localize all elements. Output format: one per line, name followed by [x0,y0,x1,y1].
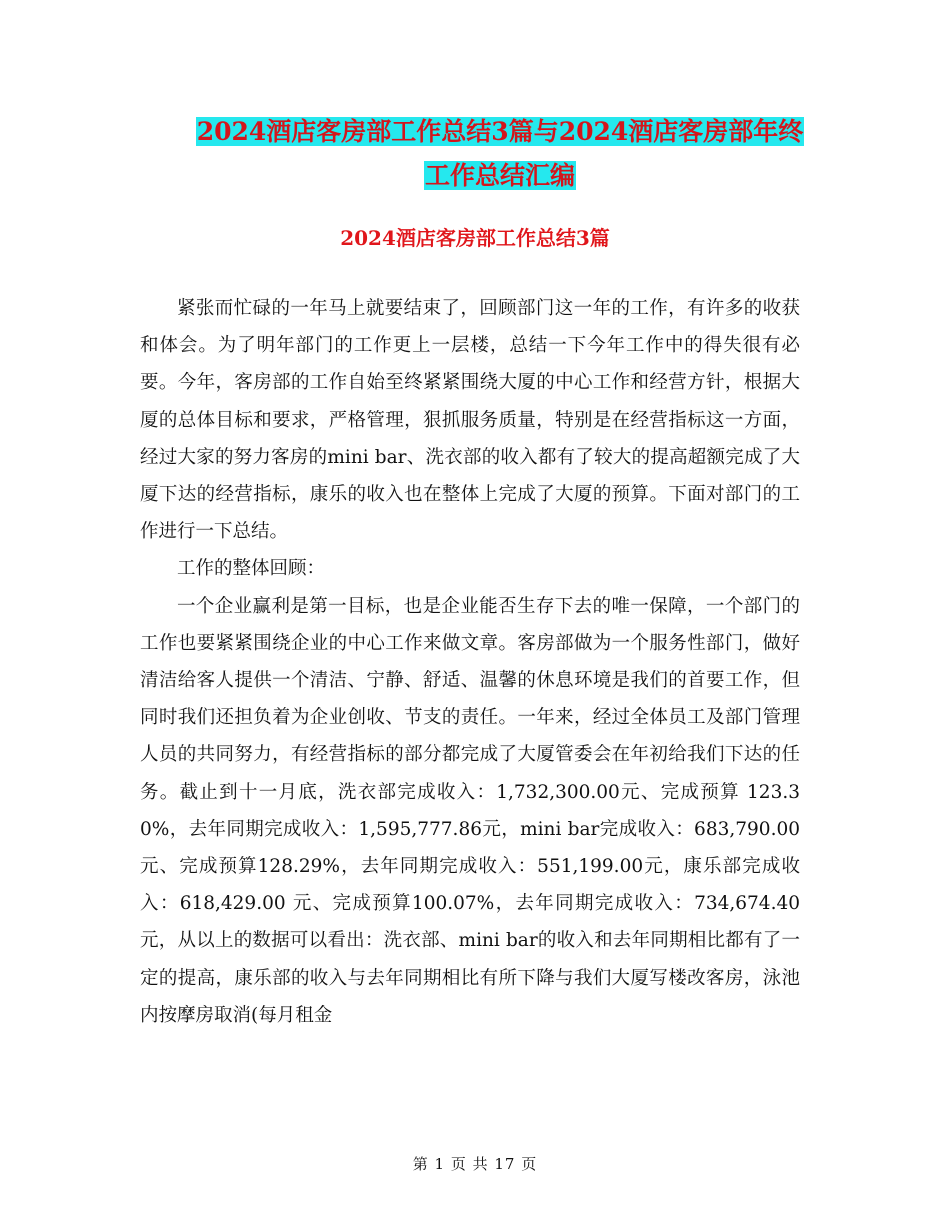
document-title [150,110,850,198]
paragraph-intro: 紧张而忙碌的一年马上就要结束了，回顾部门这一年的工作，有许多的收获和体会。为了明年部门的工作更上一层楼，总结一下今年工作中的得失很有必要。今年，客房部的工作自始至终紧紧围绕大厦的中心工作和经营方针，根据大厦的总体目标和要求，严格管理，狠抓服务质量，特别是在经营指标这一方面，经过大家的努力客房的mini bar、洗衣部的收入都有了较大的提高超额完成了大厦下达的经营指标，康乐的收入也在整体上完成了大厦的预算。下面对部门的工作进行一下总结。 [140,298,800,543]
document-title-line-1: 2024酒店客房部工作总结3篇与2024酒店客房部年终 [196,117,804,146]
document-title-line-2: 工作总结汇编 [424,161,575,190]
page-footer: 第 1 页 共 17 页 [412,1155,538,1173]
paragraph-review-heading: 工作的整体回顾： [177,558,326,580]
section-title: 2024酒店客房部工作总结3篇 [340,226,610,250]
body-text [140,290,800,1034]
paragraph-review-body: 一个企业赢利是第一目标，也是企业能否生存下去的唯一保障，一个部门的工作也要紧紧围绕企业的中心工作来做文章。客房部做为一个服务性部门，做好清洁给客人提供一个清洁、宁静、舒适、温馨的休息环境是我们的首要工作，但同时我们还担负着为企业创收、节支的责任。一年来，经过全体员工及部门管理人员的共同努力，有经营指标的部分都完成了大厦管委会在年初给我们下达的任务。截止到十一月底，洗衣部完成收入：1,732,300.00元、完成预算 123.30%，去年同期完成收入：1,595,777.86元，mini bar完成收入：683,790.00元、完成预算128.29%，去年同期完成收入：551,199.00元，康乐部完成收入：618,429.00 元、完成预算100.07%，去年同期完成收入：734,674.40元，从以上的数据可以看出：洗衣部、mini bar的收入和去年同期相比都有了一定的提高，康乐部的收入与去年同期相比有所下降与我们大厦写楼改客房，泳池内按摩房取消(每月租金 [140,595,800,1026]
